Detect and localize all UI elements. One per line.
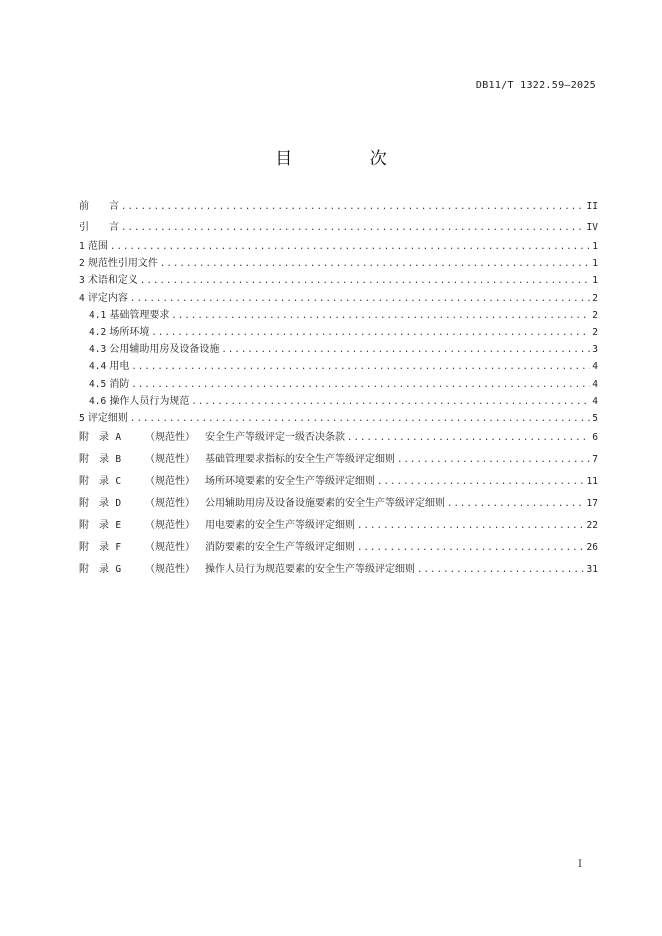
leader-dots	[377, 471, 585, 493]
toc-entry-page: 1	[592, 275, 598, 287]
toc-entry-section-4-2[interactable]	[79, 324, 598, 341]
toc-entry-label: 引 言	[79, 222, 119, 233]
leader-dots	[121, 218, 585, 238]
leader-dots	[357, 515, 585, 537]
toc-entry-appendix-g[interactable]	[79, 559, 598, 581]
toc-entry-number: 4.6	[89, 395, 107, 407]
toc-entry-appendix-a[interactable]	[79, 427, 598, 449]
toc-entry-label: 场所环境要素的安全生产等级评定细则	[205, 476, 375, 488]
appendix-letter: B	[115, 454, 122, 466]
leader-dots	[130, 411, 590, 427]
toc-entry-section-2[interactable]	[79, 255, 598, 272]
toc-entry-label: 公用辅助用房及设备设施	[109, 344, 220, 356]
leader-dots	[130, 291, 590, 307]
toc-entry-label: 安全生产等级评定一级否决条款	[205, 432, 345, 444]
toc-entry-page: 26	[586, 542, 598, 554]
leader-dots	[191, 394, 590, 410]
appendix-prefix: 附 录	[79, 454, 109, 466]
toc-entry-appendix-f[interactable]	[79, 537, 598, 559]
toc-entry-label: 消防	[109, 378, 130, 390]
appendix-kind: （规范性）	[145, 454, 195, 466]
toc-entry-label: 范围	[87, 241, 108, 252]
leader-dots	[171, 308, 590, 324]
leader-dots	[397, 449, 590, 471]
toc-entry-number: 2	[79, 258, 85, 270]
toc-entry-label: 规范性引用文件	[87, 258, 158, 270]
toc-entry-page: 4	[592, 361, 598, 373]
toc-entry-number: 4.2	[89, 326, 107, 338]
table-of-contents	[79, 196, 598, 581]
toc-entry-label: 基础管理要求	[109, 309, 170, 321]
appendix-kind: （规范性）	[145, 520, 195, 532]
toc-entry-page: IV	[586, 222, 598, 233]
toc-entry-number: 3	[79, 275, 85, 287]
toc-entry-section-4-1[interactable]	[79, 307, 598, 324]
appendix-prefix: 附 录	[79, 542, 109, 554]
appendix-kind: （规范性）	[145, 564, 195, 576]
toc-entry-page: 17	[586, 498, 598, 510]
toc-entry-page: 1	[592, 258, 598, 270]
toc-entry-section-4-5[interactable]	[79, 376, 598, 393]
toc-entry-label: 术语和定义	[87, 275, 138, 287]
leader-dots	[221, 342, 590, 358]
toc-entry-page: 2	[592, 309, 598, 321]
toc-entry-page: 6	[592, 432, 598, 444]
toc-entry-section-4[interactable]	[79, 290, 598, 307]
toc-entry-label: 公用辅助用房及设备设施要素的安全生产等级评定细则	[205, 498, 445, 510]
toc-entry-introduction[interactable]	[79, 217, 598, 238]
toc-entry-label: 评定细则	[87, 412, 128, 424]
toc-entry-page: 2	[592, 326, 598, 338]
page-number: I	[578, 859, 582, 870]
appendix-prefix: 附 录	[79, 564, 109, 576]
toc-entry-label: 场所环境	[109, 326, 150, 338]
appendix-kind: （规范性）	[145, 498, 195, 510]
toc-entry-appendix-b[interactable]	[79, 449, 598, 471]
toc-entry-section-5[interactable]	[79, 410, 598, 427]
toc-entry-page: 3	[592, 344, 598, 356]
toc-entry-number: 4.3	[89, 344, 107, 356]
leader-dots	[131, 359, 590, 375]
leader-dots	[151, 325, 590, 341]
leader-dots	[357, 537, 585, 559]
toc-entry-appendix-e[interactable]	[79, 515, 598, 537]
toc-entry-number: 4	[79, 292, 85, 304]
toc-entry-number: 4.4	[89, 361, 107, 373]
appendix-letter: F	[115, 542, 122, 554]
toc-entry-label: 消防要素的安全生产等级评定细则	[205, 542, 355, 554]
toc-entry-appendix-d[interactable]	[79, 493, 598, 515]
toc-entry-page: 22	[586, 520, 598, 532]
toc-entry-page: 1	[592, 241, 598, 252]
appendix-letter: G	[115, 564, 122, 576]
leader-dots	[447, 493, 585, 515]
document-code: DB11/T 1322.59—2025	[475, 80, 596, 91]
toc-entry-number: 1	[79, 241, 85, 252]
toc-entry-label: 评定内容	[87, 292, 128, 304]
toc-entry-page: 7	[592, 454, 598, 466]
toc-entry-label: 用电要素的安全生产等级评定细则	[205, 520, 355, 532]
appendix-kind: （规范性）	[145, 542, 195, 554]
toc-entry-number: 4.1	[89, 309, 107, 321]
toc-entry-section-4-6[interactable]	[79, 393, 598, 410]
toc-entry-label: 用电	[109, 361, 130, 373]
appendix-kind: （规范性）	[145, 476, 195, 488]
appendix-prefix: 附 录	[79, 476, 109, 488]
leader-dots	[417, 559, 585, 581]
toc-entry-page: 5	[592, 412, 598, 424]
toc-entry-label: 基础管理要求指标的安全生产等级评定细则	[205, 454, 395, 466]
leader-dots	[347, 427, 590, 449]
leader-dots	[160, 256, 590, 272]
toc-entry-appendix-c[interactable]	[79, 471, 598, 493]
toc-entry-page: 31	[586, 564, 598, 576]
page-title: 目 次	[275, 149, 423, 169]
toc-entry-section-4-4[interactable]	[79, 358, 598, 375]
appendix-letter: D	[115, 498, 122, 510]
toc-entry-page: 11	[586, 476, 598, 488]
toc-entry-foreword[interactable]	[79, 196, 598, 217]
leader-dots	[140, 273, 590, 289]
toc-entry-section-4-3[interactable]	[79, 341, 598, 358]
leader-dots	[110, 239, 590, 255]
toc-entry-section-1[interactable]	[79, 238, 598, 255]
appendix-letter: A	[115, 432, 122, 444]
leader-dots	[131, 377, 590, 393]
toc-entry-section-3[interactable]	[79, 272, 598, 289]
leader-dots	[121, 197, 585, 217]
toc-entry-page: II	[586, 201, 598, 212]
toc-entry-number: 5	[79, 412, 85, 424]
toc-entry-page: 4	[592, 395, 598, 407]
toc-entry-label: 操作人员行为规范	[109, 395, 190, 407]
appendix-letter: C	[115, 476, 122, 488]
appendix-letter: E	[115, 520, 122, 532]
toc-entry-page: 4	[592, 378, 598, 390]
appendix-prefix: 附 录	[79, 498, 109, 510]
toc-entry-label: 操作人员行为规范要素的安全生产等级评定细则	[205, 564, 415, 576]
appendix-prefix: 附 录	[79, 432, 109, 444]
toc-entry-page: 2	[592, 292, 598, 304]
appendix-prefix: 附 录	[79, 520, 109, 532]
toc-entry-number: 4.5	[89, 378, 107, 390]
appendix-kind: （规范性）	[145, 432, 195, 444]
toc-entry-label: 前 言	[79, 201, 119, 212]
